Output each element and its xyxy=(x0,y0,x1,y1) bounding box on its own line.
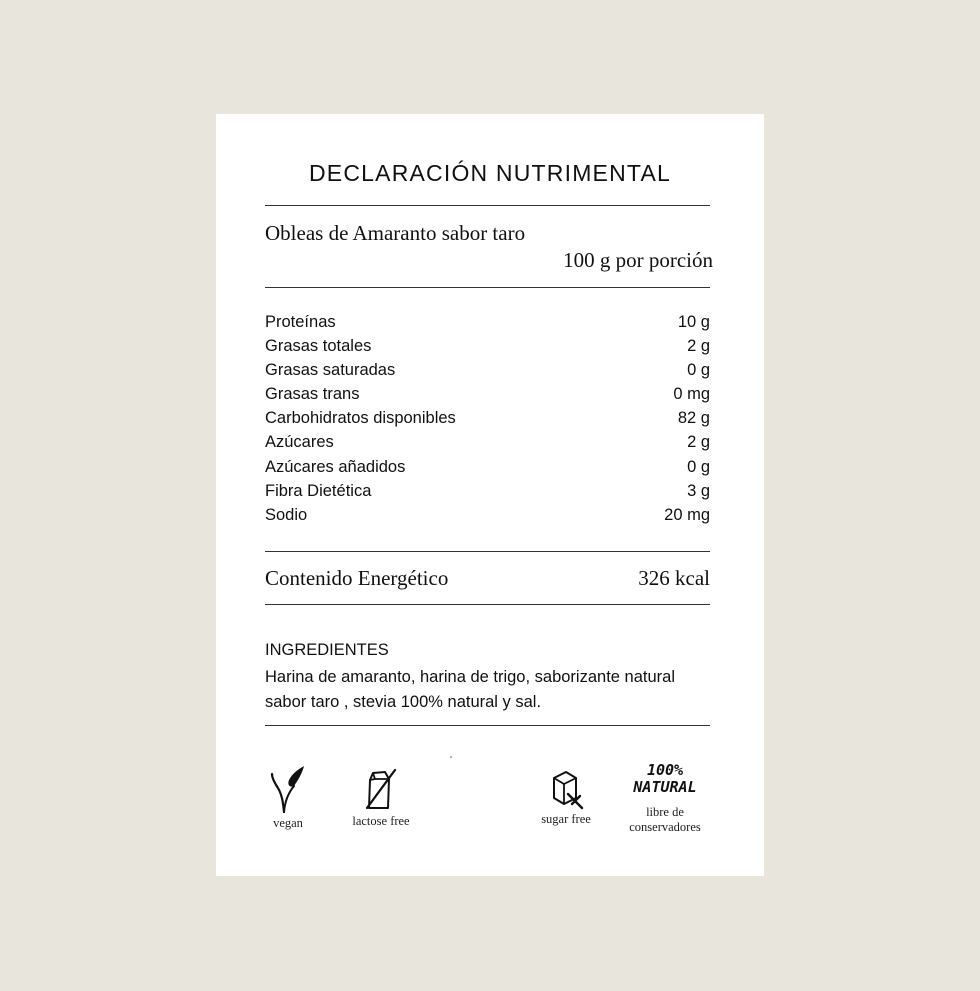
nutrient-name: Carbohidratos disponibles xyxy=(265,409,456,428)
natural-logo xyxy=(620,762,710,796)
speck xyxy=(450,756,452,758)
natural-label-line1: libre de xyxy=(646,805,684,819)
natural-label xyxy=(620,805,710,835)
nutrient-value: 3 g xyxy=(687,481,710,500)
vegan-label: vegan xyxy=(273,816,303,830)
energy-value: 326 kcal xyxy=(638,566,710,590)
nutrient-name: Grasas saturadas xyxy=(265,361,396,380)
nutrient-value: 0 g xyxy=(687,457,710,476)
nutrient-value: 0 g xyxy=(687,361,710,380)
divider xyxy=(265,725,710,726)
sugar-free-label: sugar free xyxy=(541,812,591,826)
nutrient-row xyxy=(265,359,710,383)
energy-row xyxy=(265,566,710,591)
crossed-sugar-cube-icon xyxy=(542,766,590,812)
nutrient-name: Azúcares añadidos xyxy=(265,457,406,476)
nutrient-value: 2 g xyxy=(687,433,710,452)
nutrient-name: Sodio xyxy=(265,505,308,524)
nutrient-name: Azúcares xyxy=(265,433,334,452)
portion-size: 100 g por porción xyxy=(563,248,713,272)
nutrient-row xyxy=(265,407,710,431)
nutrient-row xyxy=(265,335,710,359)
nutrient-value: 10 g xyxy=(677,313,710,331)
lactose-free-label: lactose free xyxy=(352,814,410,828)
nutrient-row xyxy=(265,480,710,504)
nutrient-row xyxy=(265,383,710,407)
divider xyxy=(265,551,710,552)
nutrient-row xyxy=(265,431,710,455)
natural-label-line2: conservadores xyxy=(629,820,701,834)
natural-logo-line2: NATURAL xyxy=(633,778,697,796)
divider xyxy=(265,287,710,288)
divider xyxy=(265,604,710,605)
divider xyxy=(265,205,710,206)
nutrient-value: 2 g xyxy=(687,337,710,356)
crossed-milk-carton-icon xyxy=(357,766,405,814)
vegan-badge xyxy=(258,762,318,831)
natural-logo-line1: 100% xyxy=(646,761,684,779)
nutrient-value: 0 mg xyxy=(673,385,710,404)
natural-badge xyxy=(620,762,710,835)
nutrient-value: 20 mg xyxy=(664,505,710,524)
sugar-free-badge xyxy=(534,766,598,827)
lactose-free-badge xyxy=(346,766,416,829)
nutrient-name: Grasas trans xyxy=(265,385,360,404)
nutrient-row xyxy=(265,456,710,480)
leaf-icon xyxy=(264,762,312,816)
nutrient-row xyxy=(265,311,710,335)
ingredients-text: Harina de amaranto, harina de trigo, saborizante natural sabor taro , stevia 100% natural y sal. xyxy=(265,668,675,711)
nutrient-name: Proteínas xyxy=(265,313,336,331)
nutrient-value: 82 g xyxy=(677,409,710,428)
product-name: Obleas de Amaranto sabor taro xyxy=(265,221,526,245)
label-title: DECLARACIÓN NUTRIMENTAL xyxy=(309,160,671,186)
ingredients-title: INGREDIENTES xyxy=(265,641,389,659)
energy-label: Contenido Energético xyxy=(265,566,449,590)
nutrient-table xyxy=(265,311,710,528)
nutrient-name: Fibra Dietética xyxy=(265,481,372,500)
nutrient-name: Grasas totales xyxy=(265,337,372,356)
nutrient-row xyxy=(265,504,710,528)
